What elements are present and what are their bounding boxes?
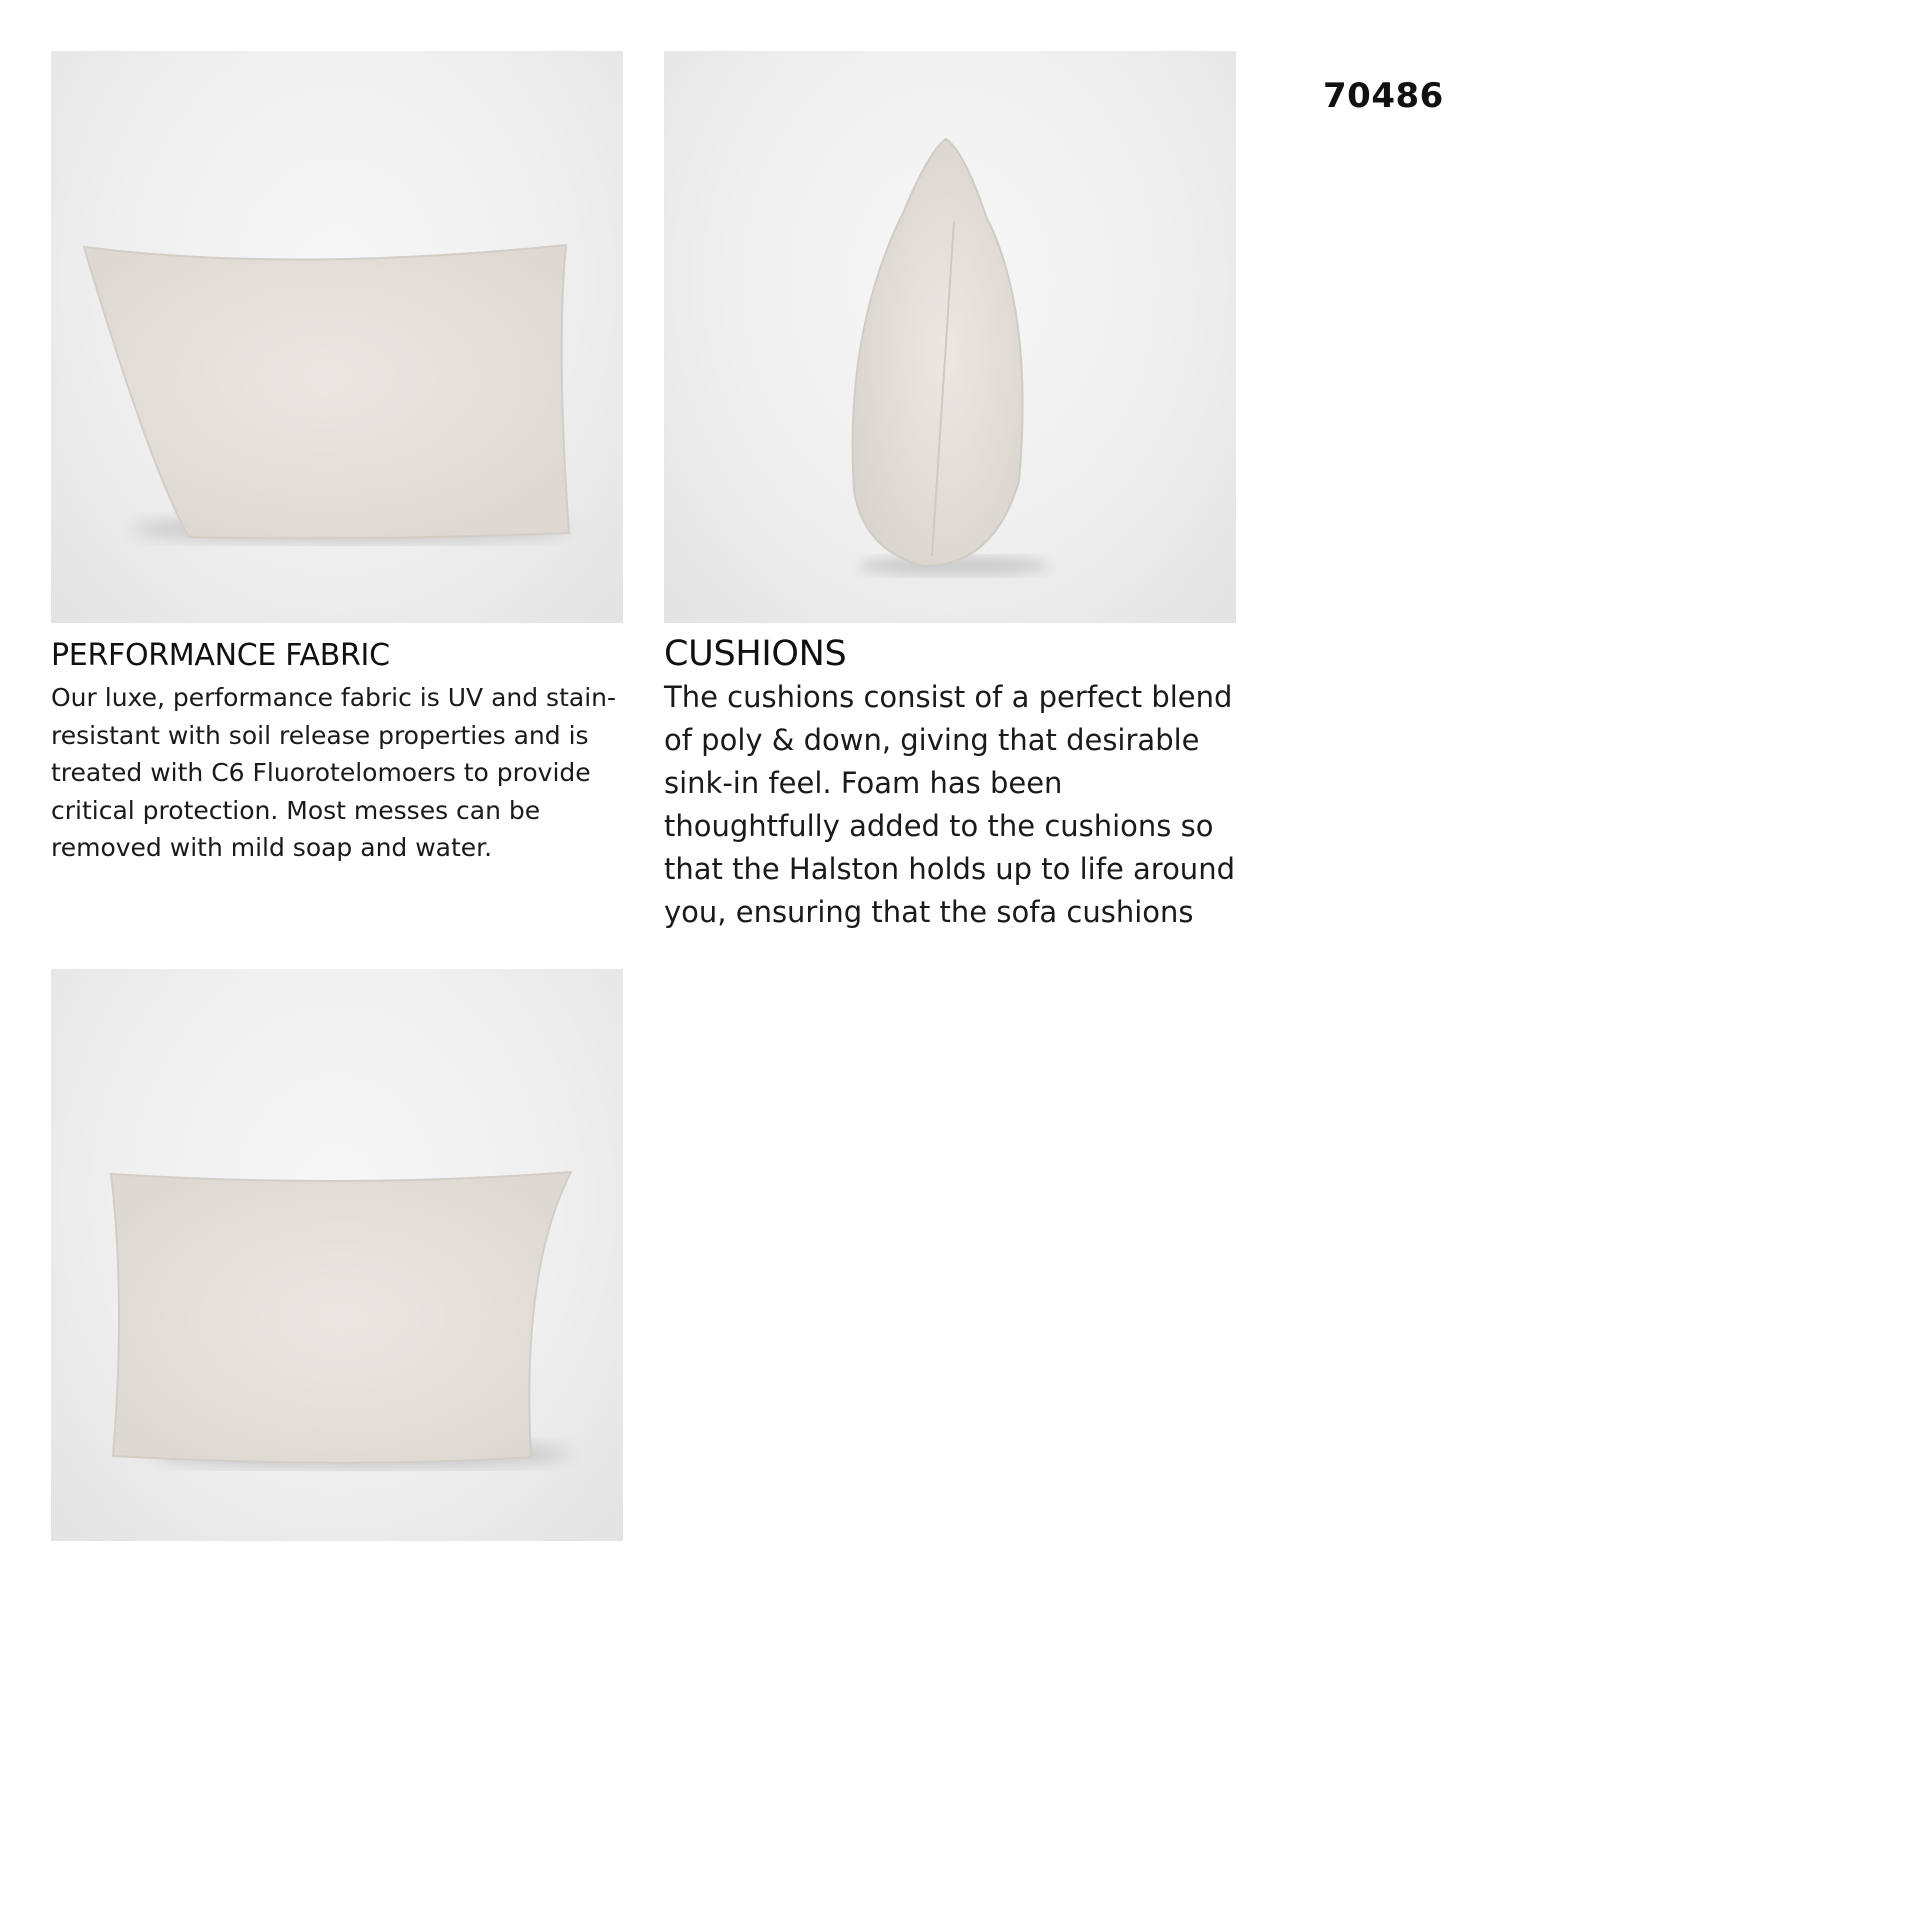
pillow-side-photo xyxy=(664,51,1236,623)
pillow-front-photo xyxy=(51,51,623,623)
cushions-section xyxy=(664,634,1244,934)
pillow-back-photo xyxy=(51,969,623,1541)
cushions-text: The cushions consist of a perfect blend of poly & down, giving that desirable sink-in feel. Foam has been thoughtfully added to the cushions so that the Halston holds up to life around you, ensuring that the sofa cushions xyxy=(664,680,1235,929)
performance-fabric-text: Our luxe, performance fabric is UV and stain-resistant with soil release properties and is treated with C6 Fluorotelomoers to provide critical protection. Most messes can be removed with mild soap and water. xyxy=(51,683,617,862)
performance-fabric-title: PERFORMANCE FABRIC xyxy=(51,638,390,673)
performance-fabric-section xyxy=(51,638,631,867)
cushions-title: CUSHIONS xyxy=(664,634,847,674)
product-code: 70486 xyxy=(1323,76,1444,116)
